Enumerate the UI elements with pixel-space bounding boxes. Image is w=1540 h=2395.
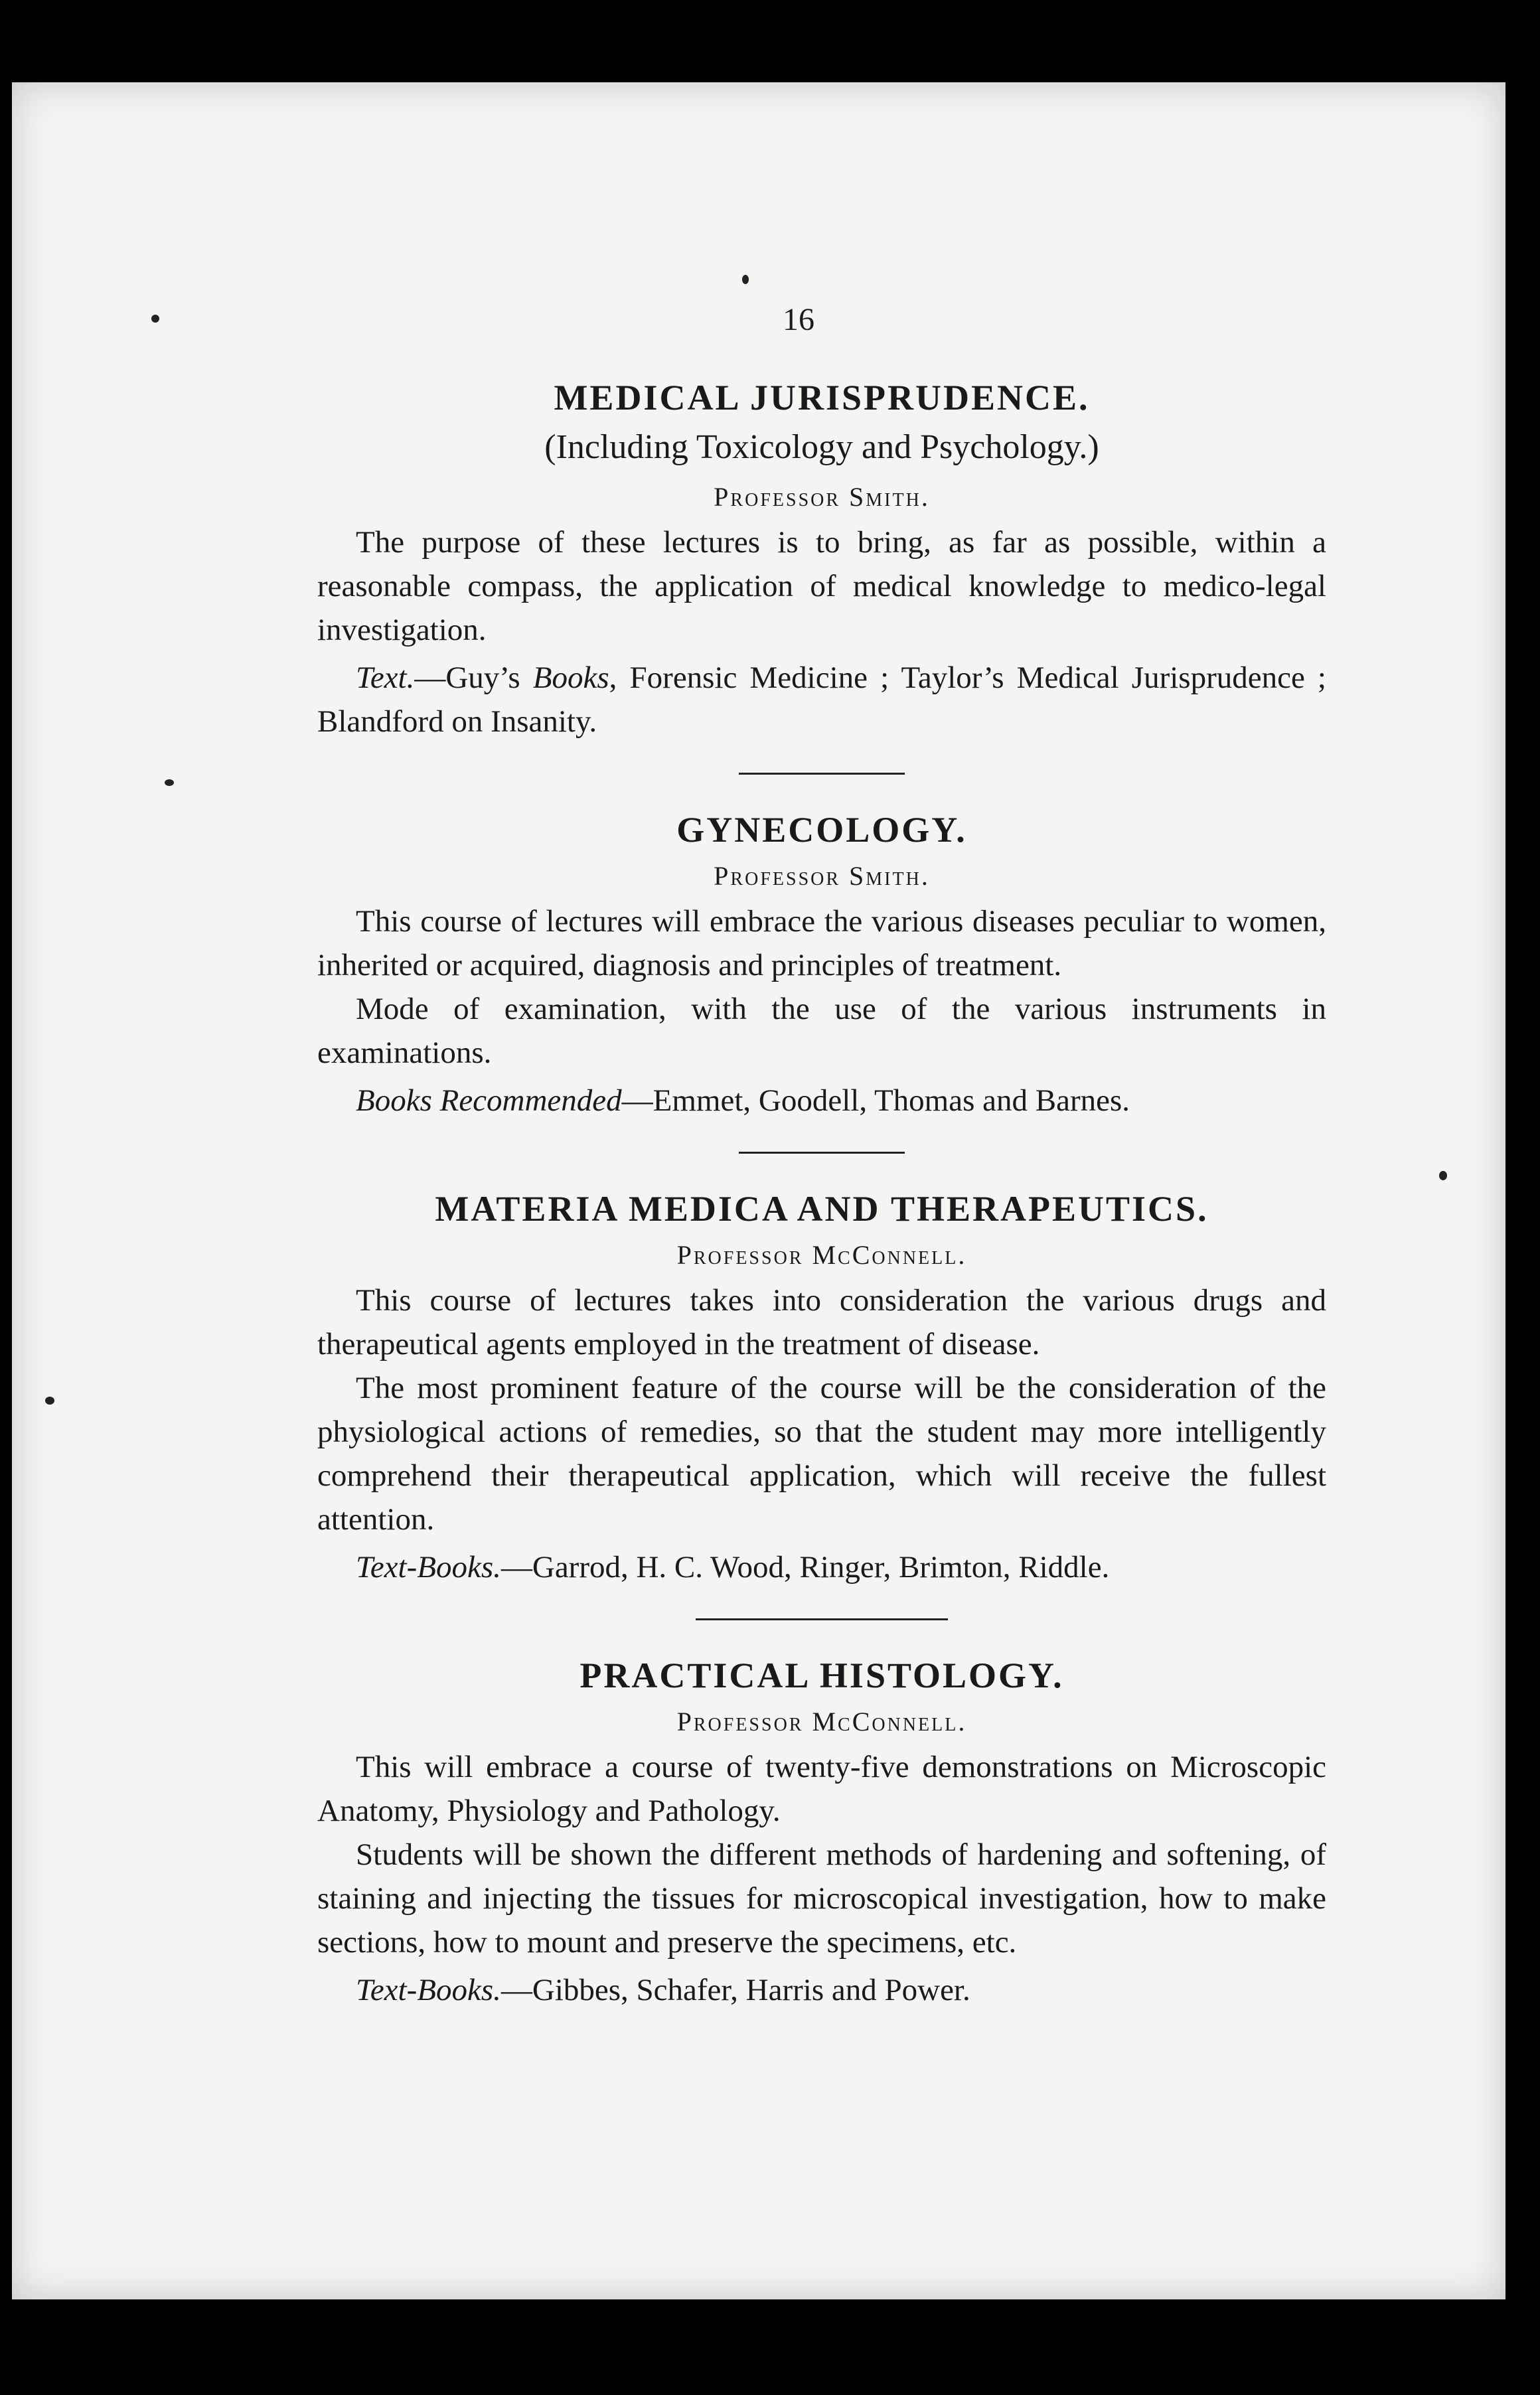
scan-speck (1439, 1171, 1447, 1180)
section-paragraph: The most prominent feature of the course will be the consideration of the physiological actions of remedies, so that the student may more intelligently comprehend their therapeutical application, which will receive the fullest attention. (317, 1371, 1326, 1537)
refs-text-part: —Guy’s (414, 660, 533, 695)
section-gynecology (317, 807, 1326, 1154)
refs-text-part: , Forensic Medicine ; Taylor’s Medical Jurisprudence ; Blandford on Insanity. (317, 660, 1326, 739)
professor-name: Professor Smith. (714, 861, 930, 891)
section-practical-histology (317, 1652, 1326, 2012)
section-divider (739, 773, 905, 775)
text-books-line (317, 1968, 1326, 2012)
scan-speck (151, 315, 159, 323)
scan-speck (45, 1397, 54, 1405)
professor-name: Professor Smith. (714, 482, 930, 512)
professor-name: Professor McConnell. (676, 1707, 967, 1737)
refs-text-italic: Books (532, 660, 609, 695)
section-heading: GYNECOLOGY. (676, 810, 967, 850)
refs-text: —Emmet, Goodell, Thomas and Barnes. (621, 1083, 1130, 1118)
section-heading: MATERIA MEDICA AND THERAPEUTICS. (435, 1189, 1209, 1229)
section-heading: PRACTICAL HISTOLOGY. (579, 1656, 1064, 1695)
section-medical-jurisprudence (317, 374, 1326, 2012)
section-paragraph: Students will be shown the different methods of hardening and softening, of staining and injecting the tissues for microscopical investigation, how to make sections, how to mount and preserve the specimens, etc. (317, 1837, 1326, 1960)
refs-text: —Garrod, H. C. Wood, Ringer, Brimton, Riddle. (501, 1550, 1110, 1584)
section-materia-medica (317, 1186, 1326, 1620)
section-paragraph: The purpose of these lectures is to bring, as far as possible, within a reasonable compass, the application of medical knowledge to medico-legal investigation. (317, 525, 1326, 647)
text-books-line (317, 656, 1326, 743)
professor-name: Professor McConnell. (676, 1240, 967, 1270)
section-heading: MEDICAL JURISPRUDENCE. (554, 378, 1090, 418)
refs-label: Text-Books. (356, 1550, 501, 1584)
text-books-line (317, 1545, 1326, 1589)
refs-label: Books Recommended (356, 1083, 622, 1118)
refs-text: —Gibbes, Schafer, Harris and Power. (501, 1973, 970, 2007)
section-paragraph: This course of lectures takes into consideration the various drugs and therapeutical agents employed in the treatment of disease. (317, 1283, 1326, 1361)
scan-speck (742, 275, 749, 284)
refs-label: Text-Books. (356, 1973, 501, 2007)
scanned-page (12, 82, 1505, 2299)
scan-speck (165, 779, 174, 786)
books-recommended-line (317, 1079, 1326, 1122)
section-paragraph: This will embrace a course of twenty-five demonstrations on Microscopic Anatomy, Physiology and Pathology. (317, 1750, 1326, 1828)
section-divider (739, 1152, 905, 1154)
section-divider (696, 1618, 948, 1620)
section-subheading: (Including Toxicology and Psychology.) (544, 428, 1099, 466)
section-paragraph: This course of lectures will embrace the various diseases peculiar to women, inherited or acquired, diagnosis and principles of treatment. (317, 904, 1326, 982)
page-number: 16 (783, 302, 814, 337)
section-paragraph: Mode of examination, with the use of the various instruments in examinations. (317, 992, 1326, 1070)
refs-label: Text. (356, 660, 415, 695)
